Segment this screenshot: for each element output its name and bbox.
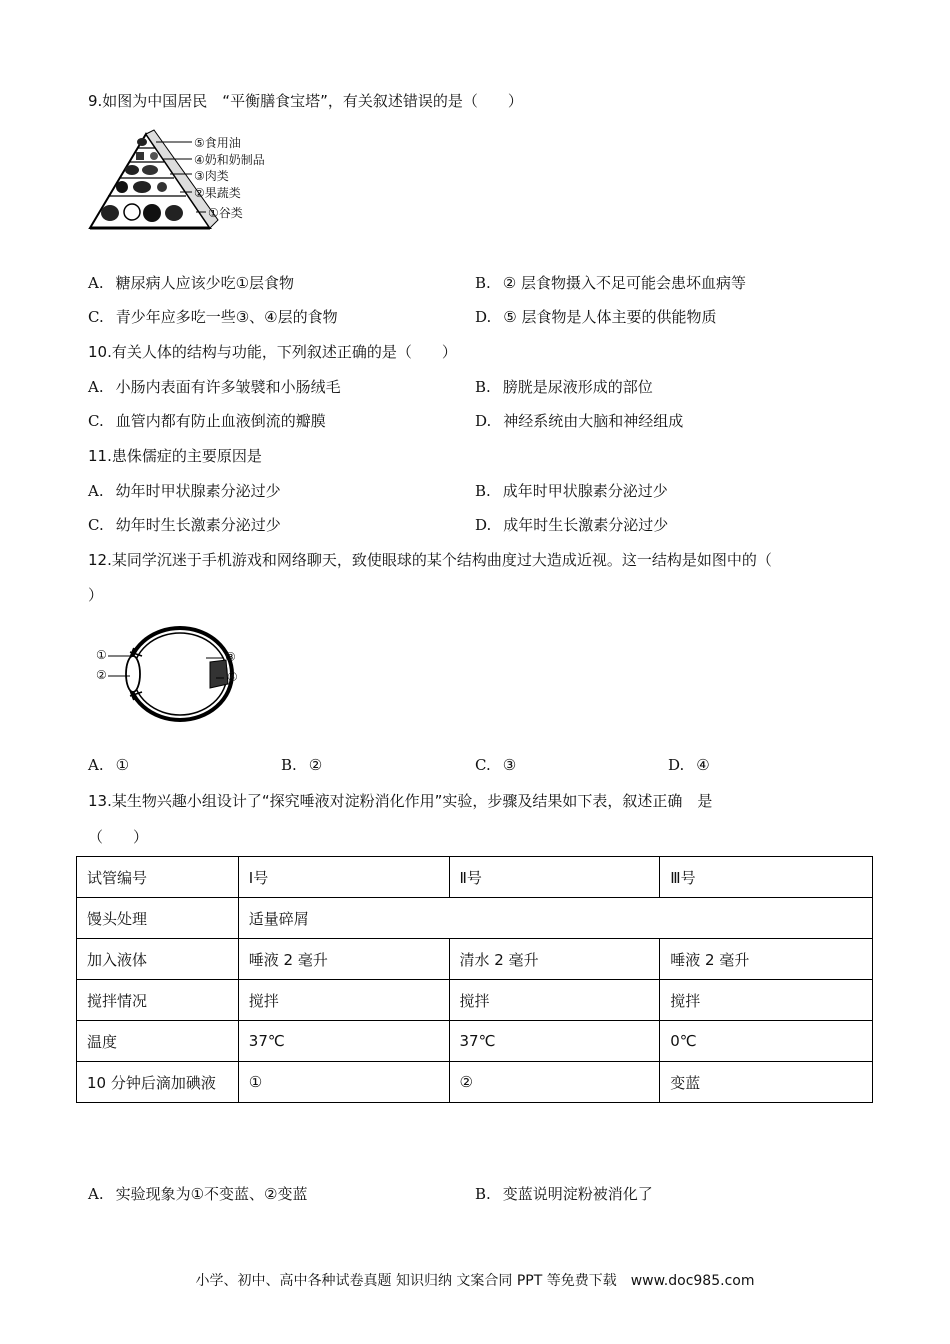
table-cell: 变蓝	[660, 1062, 873, 1103]
table-row	[77, 939, 873, 980]
table-cell: 唾液 2 毫升	[238, 939, 449, 980]
table-cell: 搅拌情况	[77, 980, 239, 1021]
table-cell: ①	[238, 1062, 449, 1103]
q12-stem-line2: ）	[88, 586, 104, 604]
table-cell: 10 分钟后滴加碘液	[77, 1062, 239, 1103]
table-row	[77, 1021, 873, 1062]
q11-stem: 11.患侏儒症的主要原因是	[88, 447, 262, 465]
table-cell: 清水 2 毫升	[449, 939, 660, 980]
page-footer: 小学、初中、高中各种试卷真题 知识归纳 文案合同 PPT 等免费下载 www.doc985.com	[195, 1273, 755, 1289]
table-cell: Ⅲ号	[660, 857, 873, 898]
q13-stem-line1: 13.某生物兴趣小组设计了“探究唾液对淀粉消化作用”实验，步骤及结果如下表，叙述正确 是	[88, 792, 713, 810]
pyramid-label-2: ④奶和奶制品	[194, 153, 265, 167]
table-cell: 搅拌	[449, 980, 660, 1021]
q10-stem: 10.有关人体的结构与功能，下列叙述正确的是（ ）	[88, 343, 457, 361]
table-row	[77, 980, 873, 1021]
table-row	[77, 1062, 873, 1103]
q12-option-d[interactable]: D. ④	[668, 756, 710, 774]
pyramid-label-5: ①谷类	[208, 206, 243, 220]
q9-option-a[interactable]: A. 糖尿病人应该少吃①层食物	[88, 274, 295, 292]
q11-option-a[interactable]: A. 幼年时甲状腺素分泌过少	[88, 482, 281, 500]
pyramid-label-1: ⑤食用油	[194, 136, 241, 150]
q11-option-d[interactable]: D. 成年时生长激素分泌过少	[475, 516, 669, 534]
q12-option-a[interactable]: A. ①	[88, 756, 130, 774]
q9-option-b[interactable]: B. ② 层食物摄入不足可能会患坏血病等	[475, 274, 747, 292]
q12-option-c[interactable]: C. ③	[475, 756, 517, 774]
pyramid-label-4: ②果蔬类	[194, 186, 241, 200]
q10-option-c[interactable]: C. 血管内都有防止血液倒流的瓣膜	[88, 412, 326, 430]
q12-stem-line1: 12.某同学沉迷于手机游戏和网络聊天，致使眼球的某个结构曲度过大造成近视。这一结构是如图中的（	[88, 551, 772, 569]
eye-label-1: ①	[96, 648, 107, 662]
q12-option-b[interactable]: B. ②	[281, 756, 323, 774]
table-cell: 37℃	[449, 1021, 660, 1062]
eyeball-figure	[88, 618, 248, 728]
eye-label-2: ②	[96, 668, 107, 682]
q11-option-b[interactable]: B. 成年时甲状腺素分泌过少	[475, 482, 668, 500]
table-cell: 试管编号	[77, 857, 239, 898]
experiment-table	[76, 856, 873, 1103]
table-cell: 搅拌	[660, 980, 873, 1021]
q9-stem: 9.如图为中国居民 “平衡膳食宝塔”，有关叙述错误的是（ ）	[88, 92, 523, 110]
food-pyramid-figure	[86, 128, 286, 236]
table-row	[77, 857, 873, 898]
eye-label-4: ④	[227, 670, 238, 684]
table-row	[77, 898, 873, 939]
table-cell: 加入液体	[77, 939, 239, 980]
q10-option-a[interactable]: A. 小肠内表面有许多皱襞和小肠绒毛	[88, 378, 341, 396]
q11-option-c[interactable]: C. 幼年时生长激素分泌过少	[88, 516, 281, 534]
table-cell: 适量碎屑	[238, 898, 872, 939]
table-cell: 唾液 2 毫升	[660, 939, 873, 980]
table-cell: 37℃	[238, 1021, 449, 1062]
table-cell: ②	[449, 1062, 660, 1103]
table-cell: 搅拌	[238, 980, 449, 1021]
q10-option-b[interactable]: B. 膀胱是尿液形成的部位	[475, 378, 653, 396]
pyramid-label-3: ③肉类	[194, 169, 229, 183]
table-cell: Ⅱ号	[449, 857, 660, 898]
q13-option-b[interactable]: B. 变蓝说明淀粉被消化了	[475, 1185, 653, 1203]
q13-option-a[interactable]: A. 实验现象为①不变蓝、②变蓝	[88, 1185, 308, 1203]
table-cell: Ⅰ号	[238, 857, 449, 898]
q10-option-d[interactable]: D. 神经系统由大脑和神经组成	[475, 412, 684, 430]
q9-option-c[interactable]: C. 青少年应多吃一些③、④层的食物	[88, 308, 338, 326]
q13-stem-line2: （ ）	[88, 828, 149, 846]
eye-label-3: ③	[225, 650, 236, 664]
q9-option-d[interactable]: D. ⑤ 层食物是人体主要的供能物质	[475, 308, 717, 326]
table-cell: 馒头处理	[77, 898, 239, 939]
table-cell: 0℃	[660, 1021, 873, 1062]
table-cell: 温度	[77, 1021, 239, 1062]
